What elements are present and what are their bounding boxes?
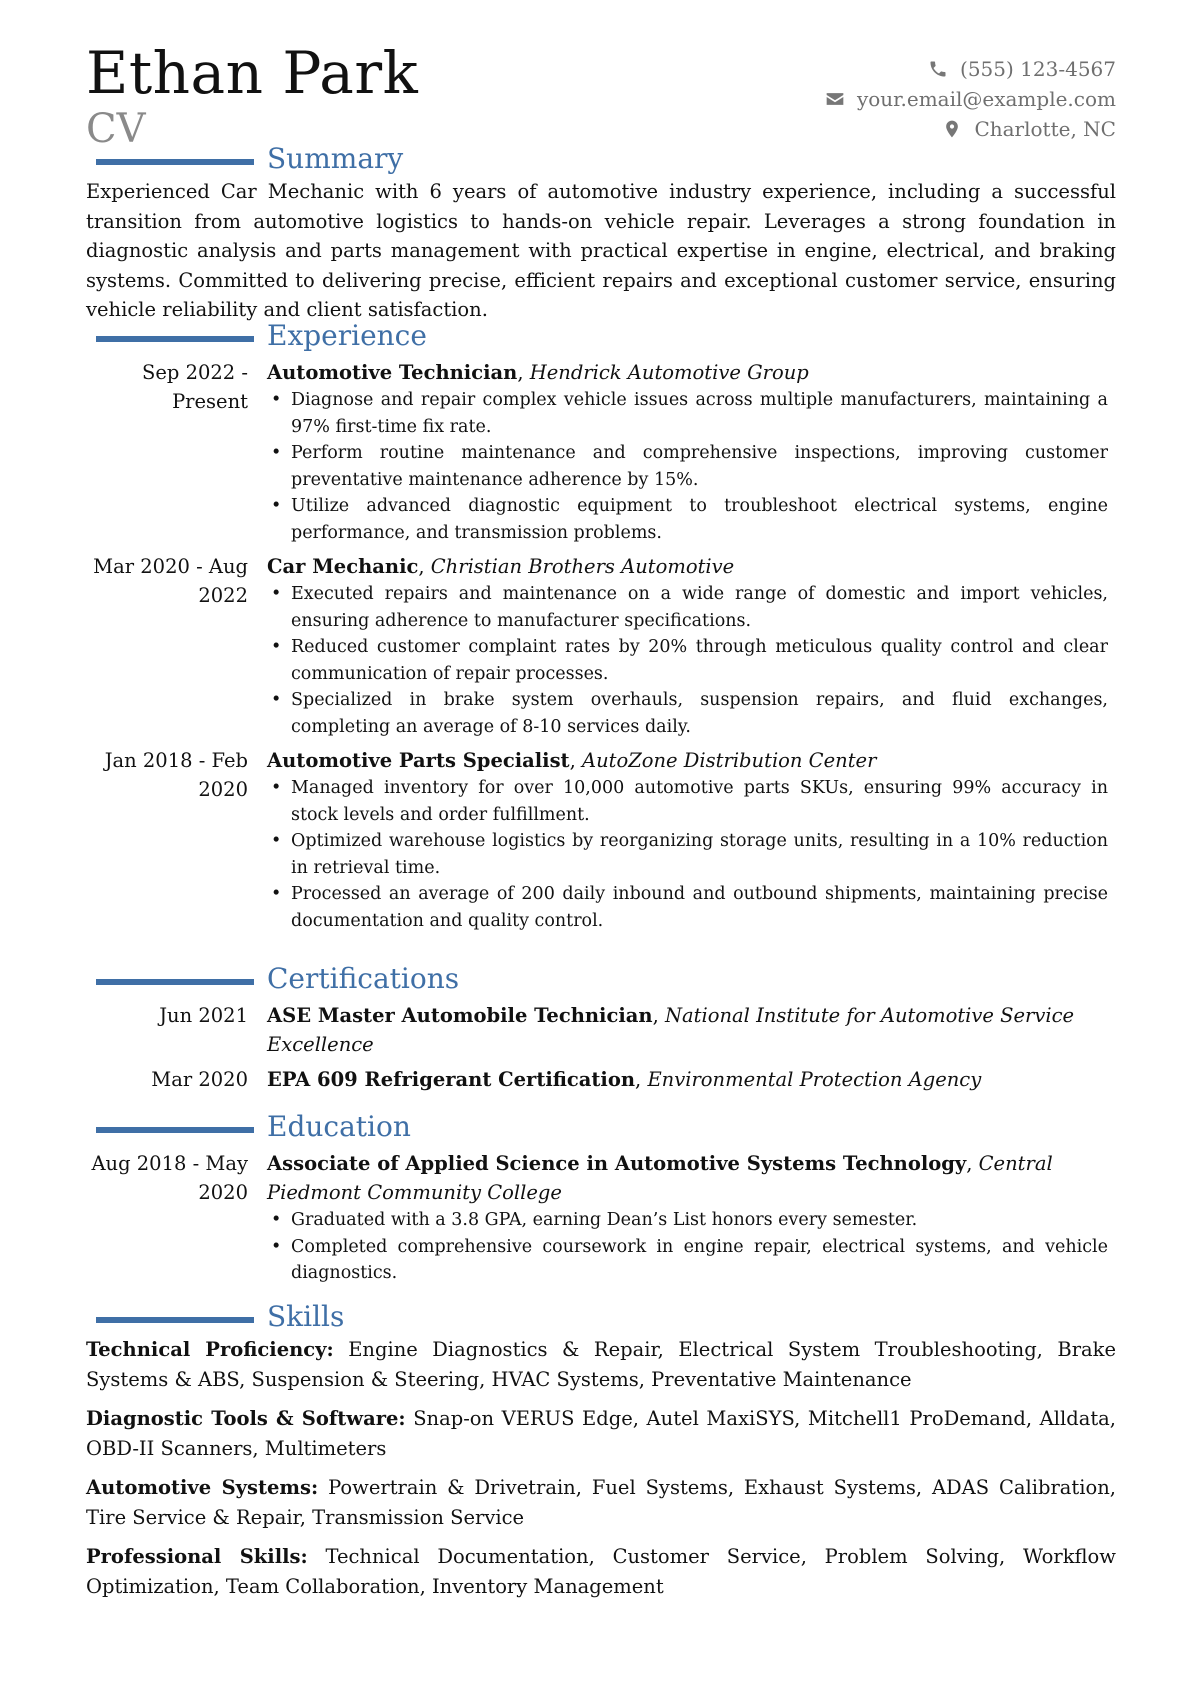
entry-date: Jun 2021	[159, 1004, 248, 1027]
skill-label: Professional Skills:	[86, 1545, 308, 1568]
job-org: Hendrick Automotive Group	[529, 361, 809, 384]
entry-date: Jan 2018 - Feb 2020	[104, 749, 248, 801]
experience-entry	[86, 358, 1116, 546]
bullet-list	[267, 1207, 1116, 1287]
job-role: Automotive Parts Specialist	[267, 749, 570, 772]
skill-row	[86, 1473, 1116, 1532]
experience-section	[86, 320, 1116, 934]
certification-entry	[86, 1065, 1116, 1094]
job-org: AutoZone Distribution Center	[581, 749, 877, 772]
cert-name: ASE Master Automobile Technician	[267, 1004, 653, 1027]
entry-title: ASE Master Automobile Technician, National Institute for Automotive Service Excellence	[267, 1004, 1075, 1056]
skill-label: Automotive Systems:	[86, 1476, 319, 1499]
entry-title: EPA 609 Refrigerant Certification, Environmental Protection Agency	[267, 1068, 982, 1091]
cv-header	[86, 39, 1116, 152]
list-item: • Completed comprehensive coursework in engine repair, electrical systems, and vehicle diagnostics.	[267, 1234, 1116, 1287]
certification-entry	[86, 1001, 1116, 1059]
list-item: • Utilize advanced diagnostic equipment to troubleshoot electrical systems, engine performance, and transmission problems.	[267, 493, 1116, 546]
list-item: • Reduced customer complaint rates by 20% through meticulous quality control and clear communication of repair processes.	[267, 634, 1116, 687]
skills-section	[86, 1301, 1116, 1601]
degree-name: Associate of Applied Science in Automotive Systems Technology	[267, 1152, 967, 1175]
section-title: Education	[267, 1110, 411, 1143]
entry-date: Mar 2020 - Aug 2022	[93, 555, 248, 607]
contact-block	[825, 54, 1116, 144]
entry-date: Sep 2022 - Present	[142, 361, 248, 413]
list-item: • Specialized in brake system overhauls, suspension repairs, and fluid exchanges, completing an average of 8-10 services daily.	[267, 687, 1116, 740]
section-accent-bar	[96, 336, 254, 342]
contact-location	[825, 114, 1116, 144]
list-item: • Perform routine maintenance and comprehensive inspections, improving customer preventative maintenance adherence by 15%.	[267, 440, 1116, 493]
section-header	[86, 1301, 1116, 1333]
person-name: Ethan Park	[86, 39, 419, 107]
cert-org: National Institute for Automotive Service Excellence	[267, 1004, 1075, 1056]
entry-title: Automotive Parts Specialist, AutoZone Distribution Center	[267, 749, 877, 772]
experience-entry	[86, 552, 1116, 740]
skill-row	[86, 1542, 1116, 1601]
section-title: Certifications	[267, 962, 460, 995]
section-header	[86, 320, 1116, 352]
envelope-icon	[825, 89, 845, 109]
bullet-list	[267, 387, 1116, 546]
section-title: Summary	[267, 142, 404, 175]
certifications-section	[86, 963, 1116, 1094]
section-title: Skills	[267, 1300, 345, 1333]
section-title: Experience	[267, 319, 427, 352]
bullet-list	[267, 581, 1116, 740]
skill-label: Technical Proficiency:	[86, 1338, 334, 1361]
list-item: • Managed inventory for over 10,000 automotive parts SKUs, ensuring 99% accuracy in stock levels and order fulfillment.	[267, 775, 1116, 828]
bullet-list	[267, 775, 1116, 934]
skill-text: Snap-on VERUS Edge, Autel MaxiSYS, Mitchell1 ProDemand, Alldata, OBD-II Scanners, Multimeters	[86, 1407, 1117, 1460]
entry-title: Car Mechanic, Christian Brothers Automotive	[267, 555, 735, 578]
skill-text: Technical Documentation, Customer Service, Problem Solving, Workflow Optimization, Team Collaboration, Inventory Management	[86, 1545, 1116, 1598]
education-entry	[86, 1149, 1116, 1287]
section-header	[86, 1111, 1116, 1143]
cert-org: Environmental Protection Agency	[647, 1068, 982, 1091]
section-accent-bar	[96, 979, 254, 985]
job-role: Car Mechanic	[267, 555, 419, 578]
section-accent-bar	[96, 159, 254, 165]
skill-text: Engine Diagnostics & Repair, Electrical System Troubleshooting, Brake Systems & ABS, Suspension & Steering, HVAC Systems, Preventative Maintenance	[86, 1338, 1116, 1391]
list-item: • Diagnose and repair complex vehicle issues across multiple manufacturers, maintaining a 97% first-time fix rate.	[267, 387, 1116, 440]
summary-text: Experienced Car Mechanic with 6 years of automotive industry experience, including a successful transition from automotive logistics to hands-on vehicle repair. Leverages a strong foundation in diagnostic analysis and parts management with practical expertise in engine, electrical, and braking systems. Committed to delivering precise, efficient repairs and exceptional customer service, ensuring vehicle reliability and client satisfaction.	[86, 180, 1116, 321]
section-header	[86, 143, 1116, 175]
entry-date: Aug 2018 - May 2020	[91, 1152, 248, 1204]
location-text: Charlotte, NC	[974, 117, 1116, 141]
phone-text: (555) 123-4567	[960, 57, 1116, 81]
school-name: Central Piedmont Community College	[267, 1152, 1053, 1204]
entry-date: Mar 2020	[151, 1068, 248, 1091]
summary-section	[86, 143, 1116, 325]
section-header	[86, 963, 1116, 995]
skill-row	[86, 1335, 1116, 1394]
entry-title: Associate of Applied Science in Automotive Systems Technology, Central Piedmont Community College	[267, 1152, 1053, 1204]
contact-phone	[825, 54, 1116, 84]
list-item: • Optimized warehouse logistics by reorganizing storage units, resulting in a 10% reduction in retrieval time.	[267, 828, 1116, 881]
education-section	[86, 1111, 1116, 1287]
list-item: • Graduated with a 3.8 GPA, earning Dean’s List honors every semester.	[267, 1207, 1116, 1234]
experience-entry	[86, 746, 1116, 934]
skill-text: Powertrain & Drivetrain, Fuel Systems, Exhaust Systems, ADAS Calibration, Tire Service & Repair, Transmission Service	[86, 1476, 1116, 1529]
list-item: • Executed repairs and maintenance on a wide range of domestic and import vehicles, ensuring adherence to manufacturer specifications.	[267, 581, 1116, 634]
section-accent-bar	[96, 1127, 254, 1133]
map-pin-icon	[942, 119, 962, 139]
job-role: Automotive Technician	[267, 361, 518, 384]
email-link[interactable]: your.email@example.com	[856, 87, 1116, 111]
phone-icon	[928, 59, 948, 79]
document-subtitle: CV	[86, 105, 146, 152]
job-org: Christian Brothers Automotive	[430, 555, 735, 578]
cert-name: EPA 609 Refrigerant Certification	[267, 1068, 636, 1091]
section-accent-bar	[96, 1317, 254, 1323]
contact-email	[825, 84, 1116, 114]
skill-row	[86, 1404, 1116, 1463]
skill-label: Diagnostic Tools & Software:	[86, 1407, 406, 1430]
list-item: • Processed an average of 200 daily inbound and outbound shipments, maintaining precise documentation and quality control.	[267, 881, 1116, 934]
entry-title: Automotive Technician, Hendrick Automotive Group	[267, 361, 809, 384]
